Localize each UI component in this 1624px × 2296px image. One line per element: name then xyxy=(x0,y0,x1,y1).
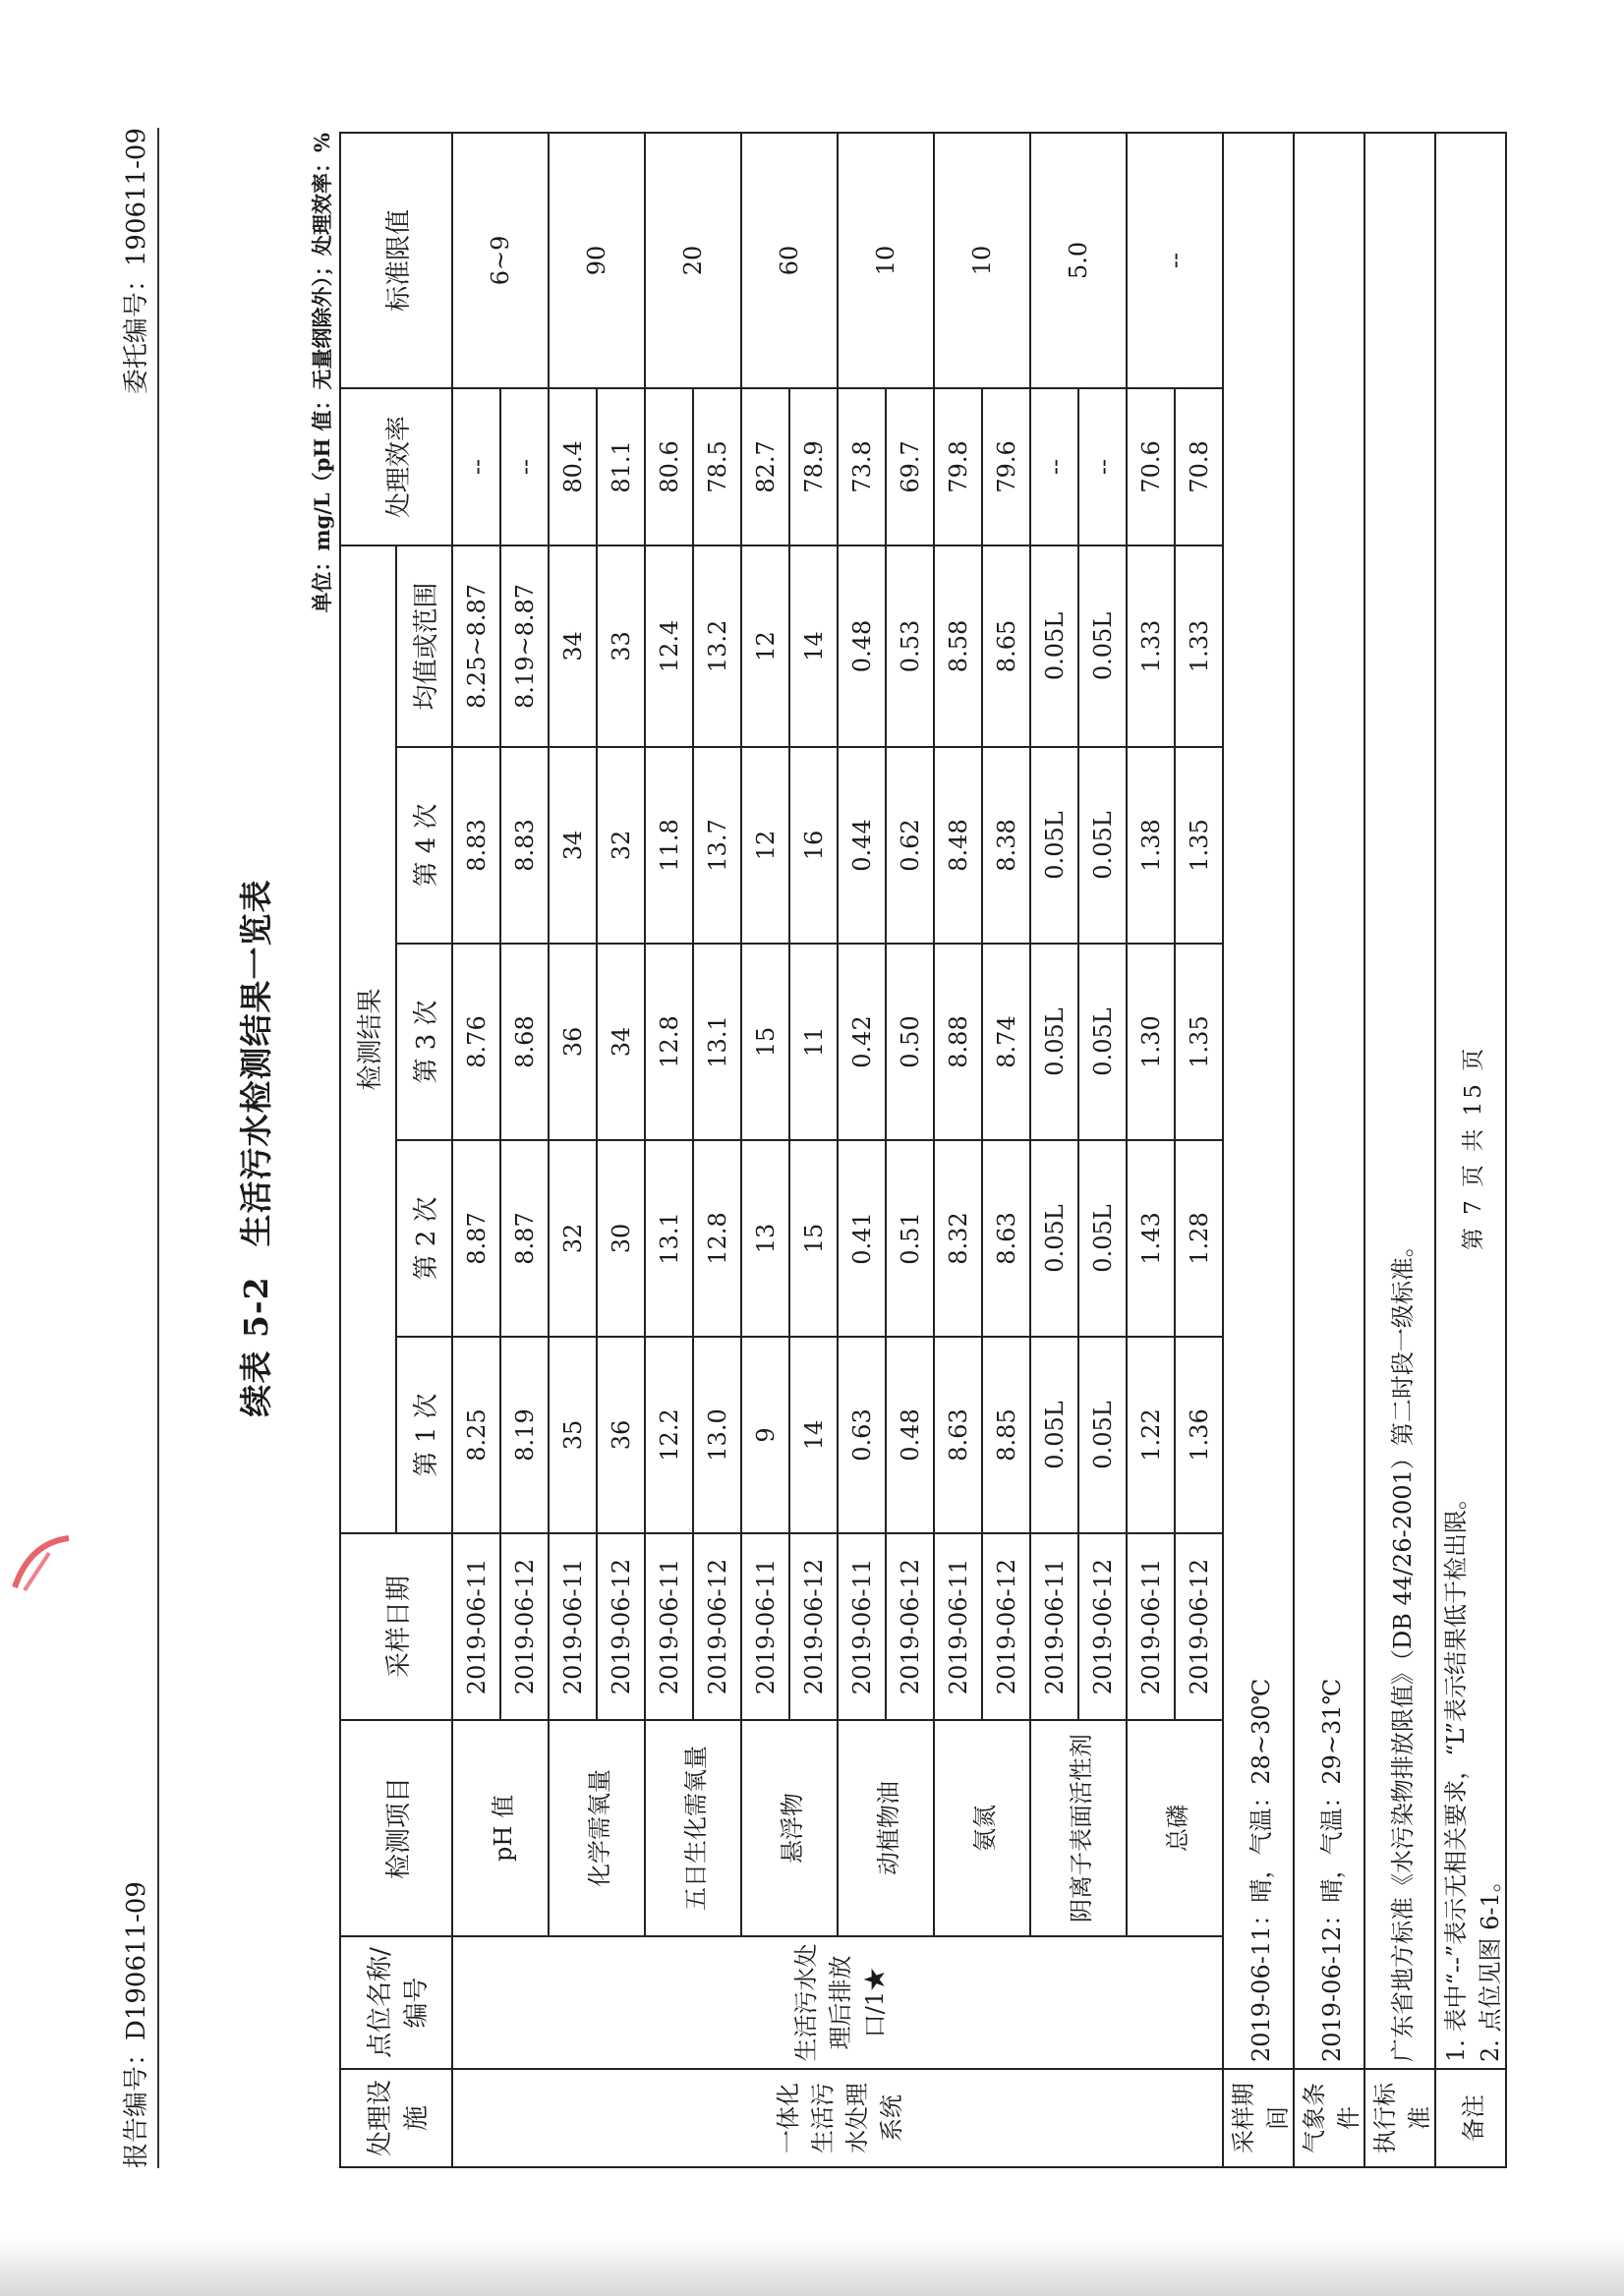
point-cell: 生活污水处理后排放口/1★ xyxy=(452,1936,1223,2069)
r3-cell: 1.30 xyxy=(1127,944,1175,1140)
table-row xyxy=(1127,133,1175,2167)
r2-cell: 0.05L xyxy=(1078,1140,1127,1337)
mean-cell: 12.4 xyxy=(645,545,693,747)
r4-cell: 8.48 xyxy=(934,747,982,944)
mean-cell: 8.58 xyxy=(934,545,982,747)
mean-cell: 34 xyxy=(549,545,597,747)
scan-edge-shadow xyxy=(0,2237,1624,2296)
table-row xyxy=(452,133,500,2167)
eff-cell: 78.5 xyxy=(693,388,741,545)
r3-cell: 8.68 xyxy=(500,944,549,1140)
remark-label: 备注 xyxy=(1435,2069,1506,2167)
r2-cell: 12.8 xyxy=(693,1140,741,1337)
table-row xyxy=(1030,133,1078,2167)
table-number: 续表 5-2 xyxy=(237,1276,275,1417)
r2-cell: 8.87 xyxy=(500,1140,549,1337)
r1-cell: 0.05L xyxy=(1030,1337,1078,1533)
period-value: 2019-06-11：晴，气温：28~30℃ xyxy=(1223,133,1294,2069)
eff-cell: 82.7 xyxy=(741,388,789,545)
date-cell: 2019-06-12 xyxy=(1175,1533,1223,1720)
mean-cell: 1.33 xyxy=(1127,545,1175,747)
r2-cell: 13.1 xyxy=(645,1140,693,1337)
date-cell: 2019-06-12 xyxy=(982,1533,1030,1720)
r4-cell: 16 xyxy=(789,747,838,944)
eff-cell: -- xyxy=(452,388,500,545)
date-cell: 2019-06-11 xyxy=(741,1533,789,1720)
eff-cell: 70.6 xyxy=(1127,388,1175,545)
r3-cell: 15 xyxy=(741,944,789,1140)
r4-cell: 0.05L xyxy=(1078,747,1127,944)
eff-cell: 81.1 xyxy=(597,388,645,545)
r1-cell: 0.05L xyxy=(1078,1337,1127,1533)
remark-line-2: 2. 点位见图 6-1。 xyxy=(1477,1868,1504,2062)
r2-cell: 15 xyxy=(789,1140,838,1337)
r1-cell: 0.63 xyxy=(838,1337,886,1533)
weather-row xyxy=(1294,133,1364,2167)
r3-cell: 12.8 xyxy=(645,944,693,1140)
item-cell: 总磷 xyxy=(1127,1720,1223,1936)
mean-cell: 0.53 xyxy=(886,545,934,747)
table-row xyxy=(838,133,886,2167)
unit-note: 单位：mg/L（pH 值：无量纲除外）；处理效率：% xyxy=(310,133,334,613)
r4-cell: 8.83 xyxy=(500,747,549,944)
r2-cell: 8.87 xyxy=(452,1140,500,1337)
r2-cell: 8.63 xyxy=(982,1140,1030,1337)
item-cell: 氨氮 xyxy=(934,1720,1030,1936)
limit-cell: 5.0 xyxy=(1030,133,1127,388)
header-results: 检测结果 xyxy=(340,545,396,1533)
r3-cell: 11 xyxy=(789,944,838,1140)
r4-cell: 32 xyxy=(597,747,645,944)
red-stamp-fragment xyxy=(10,1533,79,1592)
period-label: 采样期间 xyxy=(1223,2069,1294,2167)
mean-cell: 33 xyxy=(597,545,645,747)
eff-cell: -- xyxy=(1030,388,1078,545)
header-r3: 第 3 次 xyxy=(396,944,452,1140)
r2-cell: 0.41 xyxy=(838,1140,886,1337)
limit-cell: 10 xyxy=(838,133,934,388)
header-efficiency: 处理效率 xyxy=(340,388,452,545)
mean-cell: 1.33 xyxy=(1175,545,1223,747)
r2-cell: 30 xyxy=(597,1140,645,1337)
header-point: 点位名称/编号 xyxy=(340,1936,452,2069)
r1-cell: 35 xyxy=(549,1337,597,1533)
header-r1: 第 1 次 xyxy=(396,1337,452,1533)
r3-cell: 34 xyxy=(597,944,645,1140)
r4-cell: 34 xyxy=(549,747,597,944)
mean-cell: 8.65 xyxy=(982,545,1030,747)
item-cell: 阴离子表面活性剂 xyxy=(1030,1720,1127,1936)
facility-cell: 一体化生活污水处理系统 xyxy=(452,2069,1223,2167)
eff-cell: 70.8 xyxy=(1175,388,1223,545)
standard-label: 执行标准 xyxy=(1364,2069,1435,2167)
mean-cell: 8.25~8.87 xyxy=(452,545,500,747)
r4-cell: 0.05L xyxy=(1030,747,1078,944)
header-item: 检测项目 xyxy=(340,1720,452,1936)
mean-cell: 14 xyxy=(789,545,838,747)
r3-cell: 8.76 xyxy=(452,944,500,1140)
remark-line-1: 1. 表中“--”表示无相关要求，“L”表示结果低于检出限。 xyxy=(1442,1485,1470,2062)
r2-cell: 32 xyxy=(549,1140,597,1337)
r3-cell: 13.1 xyxy=(693,944,741,1140)
mean-cell: 0.48 xyxy=(838,545,886,747)
date-cell: 2019-06-12 xyxy=(500,1533,549,1720)
eff-cell: 80.4 xyxy=(549,388,597,545)
r4-cell: 8.38 xyxy=(982,747,1030,944)
r1-cell: 13.0 xyxy=(693,1337,741,1533)
limit-cell: 10 xyxy=(934,133,1030,388)
header-r4: 第 4 次 xyxy=(396,747,452,944)
mean-cell: 12 xyxy=(741,545,789,747)
eff-cell: 79.6 xyxy=(982,388,1030,545)
eff-cell: 73.8 xyxy=(838,388,886,545)
r2-cell: 13 xyxy=(741,1140,789,1337)
r3-cell: 0.42 xyxy=(838,944,886,1140)
r1-cell: 14 xyxy=(789,1337,838,1533)
header-r2: 第 2 次 xyxy=(396,1140,452,1337)
date-cell: 2019-06-11 xyxy=(838,1533,886,1720)
limit-cell: -- xyxy=(1127,133,1223,388)
r1-cell: 0.48 xyxy=(886,1337,934,1533)
report-number: 报告编号：D190611-09 xyxy=(122,1881,151,2168)
limit-cell: 90 xyxy=(549,133,645,388)
table-title-text: 生活污水检测结果一览表 xyxy=(237,879,275,1247)
limit-cell: 6~9 xyxy=(452,133,549,388)
mean-cell: 0.05L xyxy=(1078,545,1127,747)
table-row xyxy=(549,133,597,2167)
eff-cell: 79.8 xyxy=(934,388,982,545)
item-cell: 动植物油 xyxy=(838,1720,934,1936)
table-title xyxy=(231,0,277,2296)
table-row xyxy=(645,133,693,2167)
limit-cell: 60 xyxy=(741,133,838,388)
r1-cell: 8.85 xyxy=(982,1337,1030,1533)
r1-cell: 8.19 xyxy=(500,1337,549,1533)
r4-cell: 12 xyxy=(741,747,789,944)
r4-cell: 0.44 xyxy=(838,747,886,944)
r4-cell: 8.83 xyxy=(452,747,500,944)
item-cell: pH 值 xyxy=(452,1720,549,1936)
r4-cell: 1.35 xyxy=(1175,747,1223,944)
standard-value: 广东省地方标准《水污染物排放限值》（DB 44/26-2001）第二时段一级标准。 xyxy=(1364,133,1435,2069)
header-rule xyxy=(157,128,159,2168)
r3-cell: 0.05L xyxy=(1078,944,1127,1140)
r4-cell: 1.38 xyxy=(1127,747,1175,944)
header-row xyxy=(340,133,396,2167)
weather-value: 2019-06-12：晴，气温：29~31℃ xyxy=(1294,133,1364,2069)
r2-cell: 0.05L xyxy=(1030,1140,1078,1337)
r1-cell: 1.22 xyxy=(1127,1337,1175,1533)
r4-cell: 13.7 xyxy=(693,747,741,944)
date-cell: 2019-06-12 xyxy=(789,1533,838,1720)
eff-cell: -- xyxy=(1078,388,1127,545)
r1-cell: 8.63 xyxy=(934,1337,982,1533)
r1-cell: 8.25 xyxy=(452,1337,500,1533)
r1-cell: 1.36 xyxy=(1175,1337,1223,1533)
eff-cell: 80.6 xyxy=(645,388,693,545)
r4-cell: 0.62 xyxy=(886,747,934,944)
r1-cell: 9 xyxy=(741,1337,789,1533)
item-cell: 五日生化需氧量 xyxy=(645,1720,741,1936)
r2-cell: 1.28 xyxy=(1175,1140,1223,1337)
r3-cell: 1.35 xyxy=(1175,944,1223,1140)
header-facility: 处理设施 xyxy=(340,2069,452,2167)
limit-cell: 20 xyxy=(645,133,741,388)
r1-cell: 12.2 xyxy=(645,1337,693,1533)
r2-cell: 0.51 xyxy=(886,1140,934,1337)
period-row xyxy=(1223,133,1294,2167)
standard-row xyxy=(1364,133,1435,2167)
item-cell: 化学需氧量 xyxy=(549,1720,645,1936)
r3-cell: 0.50 xyxy=(886,944,934,1140)
r4-cell: 11.8 xyxy=(645,747,693,944)
item-cell: 悬浮物 xyxy=(741,1720,838,1936)
page-footer: 第 7 页 共 15 页 xyxy=(1461,1045,1486,1251)
table-row xyxy=(741,133,789,2167)
eff-cell: 78.9 xyxy=(789,388,838,545)
commission-number: 委托编号：190611-09 xyxy=(122,128,151,395)
header-date: 采样日期 xyxy=(340,1533,452,1720)
mean-cell: 8.19~8.87 xyxy=(500,545,549,747)
r3-cell: 0.05L xyxy=(1030,944,1078,1140)
r1-cell: 36 xyxy=(597,1337,645,1533)
weather-label: 气象条件 xyxy=(1294,2069,1364,2167)
table-row xyxy=(934,133,982,2167)
r3-cell: 8.74 xyxy=(982,944,1030,1140)
eff-cell: 69.7 xyxy=(886,388,934,545)
header-limit: 标准限值 xyxy=(340,133,452,388)
results-table xyxy=(339,132,1507,2168)
eff-cell: -- xyxy=(500,388,549,545)
date-cell: 2019-06-11 xyxy=(934,1533,982,1720)
r2-cell: 1.43 xyxy=(1127,1140,1175,1337)
mean-cell: 0.05L xyxy=(1030,545,1078,747)
date-cell: 2019-06-11 xyxy=(645,1533,693,1720)
header-mean: 均值或范围 xyxy=(396,545,452,747)
date-cell: 2019-06-11 xyxy=(549,1533,597,1720)
date-cell: 2019-06-12 xyxy=(597,1533,645,1720)
date-cell: 2019-06-12 xyxy=(886,1533,934,1720)
r3-cell: 36 xyxy=(549,944,597,1140)
mean-cell: 13.2 xyxy=(693,545,741,747)
date-cell: 2019-06-12 xyxy=(693,1533,741,1720)
r2-cell: 8.32 xyxy=(934,1140,982,1337)
date-cell: 2019-06-11 xyxy=(452,1533,500,1720)
date-cell: 2019-06-11 xyxy=(1030,1533,1078,1720)
date-cell: 2019-06-11 xyxy=(1127,1533,1175,1720)
r3-cell: 8.88 xyxy=(934,944,982,1140)
date-cell: 2019-06-12 xyxy=(1078,1533,1127,1720)
